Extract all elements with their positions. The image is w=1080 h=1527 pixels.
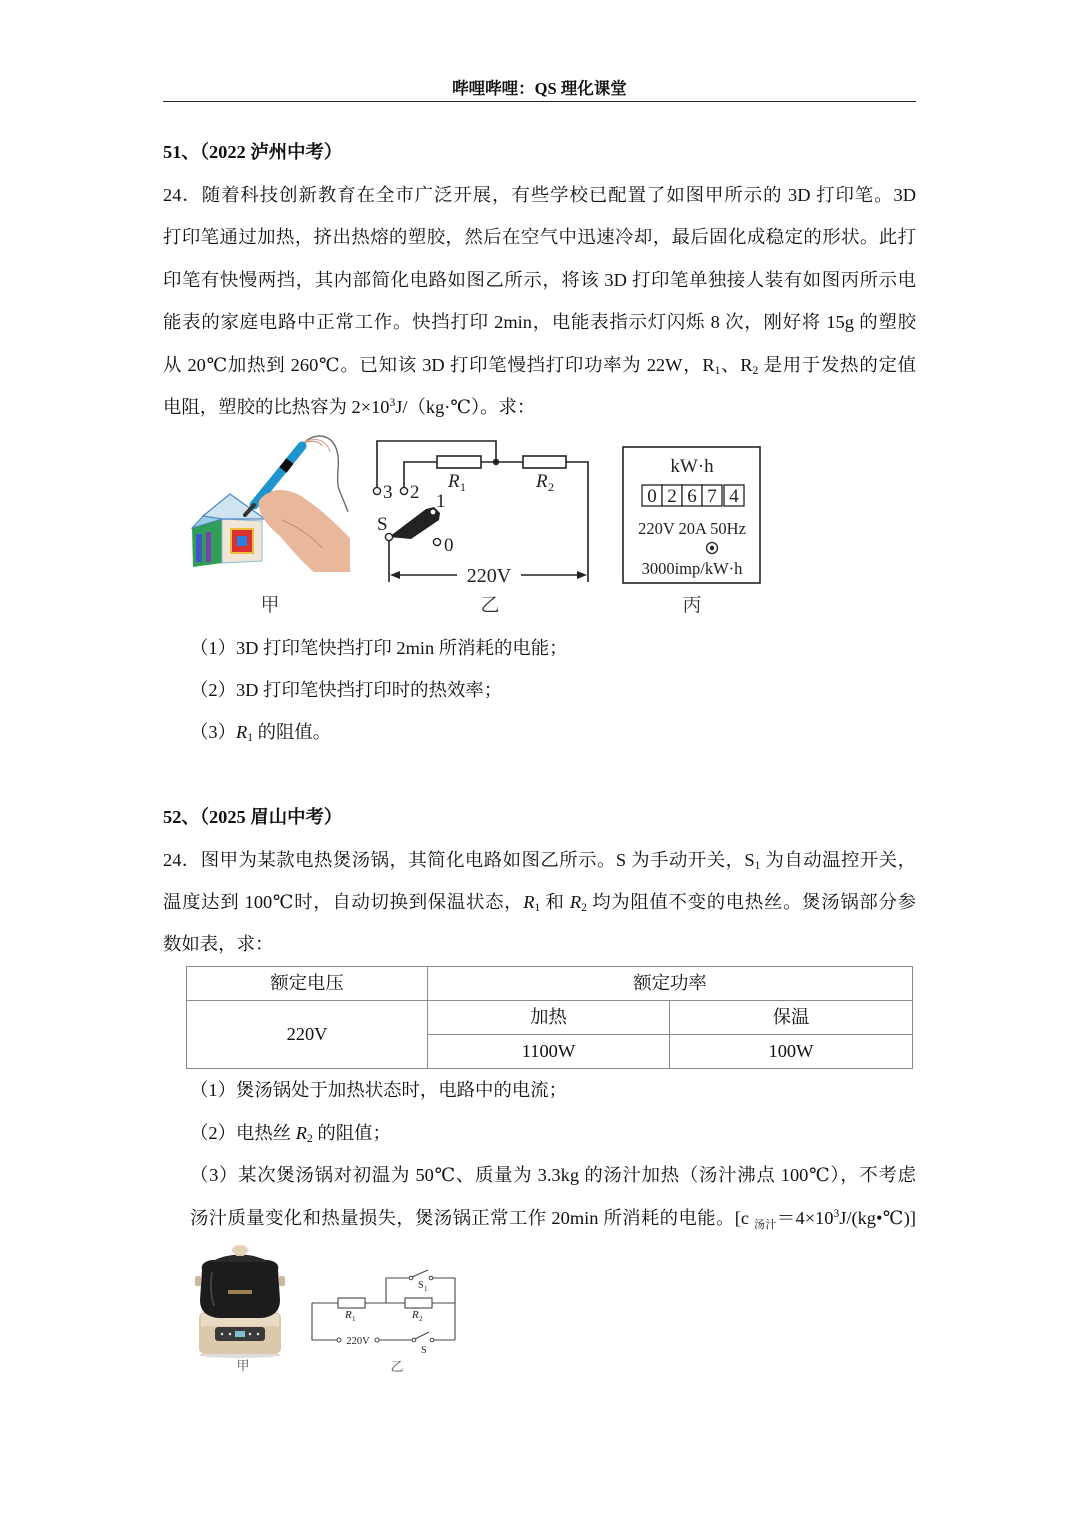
supply-terminal xyxy=(337,1338,341,1342)
q52-stem-line-1 xyxy=(163,839,916,881)
table-cell-heating-power: 1100W xyxy=(428,1035,670,1069)
q52-question-3-line-1: （3）某次煲汤锅对初温为 50℃、质量为 3.3kg 的汤汁加热（汤汁沸点 100℃），不考虑 xyxy=(190,1165,916,1185)
meter-unit: kW·h xyxy=(670,456,714,477)
r1-subscript: 1 xyxy=(460,480,466,494)
question-text: （2）电热丝 xyxy=(190,1123,296,1143)
q52-question-1: （1）煲汤锅处于加热状态时，电路中的电流； xyxy=(190,1080,568,1100)
figure-label-bing: 丙 xyxy=(682,595,702,616)
supply-terminal xyxy=(375,1338,379,1342)
q52-question-3-line-2 xyxy=(190,1197,916,1239)
s1-label: S xyxy=(418,1280,424,1291)
figure-label-yi: 乙 xyxy=(480,595,500,616)
r2-subscript: 2 xyxy=(548,480,554,494)
question-text: J/(kg•℃)] xyxy=(839,1208,916,1228)
q51-stem-line-5 xyxy=(163,344,916,386)
figure-label-jia: 甲 xyxy=(236,1358,250,1373)
energy-meter xyxy=(620,444,764,586)
subscript: 1 xyxy=(714,364,721,377)
meter-digit: 4 xyxy=(729,486,739,507)
symbol-r: R xyxy=(569,892,582,912)
page-header-title: 哔哩哔哩：QS 理化课堂 xyxy=(452,79,627,98)
switch-s xyxy=(412,1332,434,1342)
pot-logo xyxy=(228,1290,252,1294)
stem-text: 24．图甲为某款电热煲汤锅，其简化电路如图乙所示。S 为手动开关，S xyxy=(163,850,755,870)
r2-label: R xyxy=(536,471,548,492)
symbol-r: R xyxy=(295,1123,307,1143)
q51-question-3 xyxy=(190,711,916,753)
symbol-r: R xyxy=(235,722,248,742)
terminal-0-label: 0 xyxy=(444,535,454,556)
superscript: 3 xyxy=(389,397,396,409)
table-row xyxy=(187,1001,913,1035)
symbol-r: R xyxy=(523,892,535,912)
soup-pot-photo xyxy=(193,1240,287,1360)
r1-label: R xyxy=(448,471,460,492)
stem-text: 均为阻值不变的电热丝。煲汤锅部分参 xyxy=(586,892,916,912)
q51-stem-line-1: 24．随着科技创新教育在全市广泛开展，有些学校已配置了如图甲所示的 3D 打印笔。3D xyxy=(163,185,916,205)
terminal-2 xyxy=(400,487,407,494)
r1-label: R xyxy=(345,1309,352,1321)
table-header-warming: 保温 xyxy=(670,1001,913,1035)
q51-stem-line-2: 打印笔通过加热，挤出热熔的塑胶，然后在空气中迅速冷却，最后固化成稳定的形状。此打 xyxy=(163,227,916,248)
pot-handle-left xyxy=(195,1276,201,1286)
stem-text: 电阻，塑胶的比热容为 2×10 xyxy=(163,397,390,417)
q51-stem-line-4: 能表的家庭电路中正常工作。快挡打印 2min，电能表指示灯闪烁 8 次，刚好将 15g 的塑胶 xyxy=(163,312,916,333)
q51-stem-line-6 xyxy=(163,386,916,428)
question-text: （3） xyxy=(190,722,236,742)
junction-dot xyxy=(493,459,499,465)
resistor-r1 xyxy=(338,1298,365,1308)
meter-constant: 3000imp/kW·h xyxy=(641,559,743,578)
table-cell-voltage: 220V xyxy=(187,1001,428,1069)
meter-digit: 7 xyxy=(707,486,717,507)
s-label: S xyxy=(421,1345,427,1356)
stem-text: J/（kg·℃）。求： xyxy=(395,397,536,417)
s1-subscript: 1 xyxy=(424,1285,428,1293)
question-text: ＝4×10 xyxy=(776,1208,834,1228)
subscript: 1 xyxy=(247,732,253,744)
figure-label-yi: 乙 xyxy=(390,1359,404,1374)
subscript: 汤汁 xyxy=(753,1219,777,1231)
question-text: 的阻值。 xyxy=(252,722,332,742)
terminal-0 xyxy=(433,538,440,545)
pot-body xyxy=(200,1260,280,1318)
meter-digit: 0 xyxy=(647,486,657,507)
q52-stem-line-3: 数如表，求： xyxy=(163,934,274,954)
r2-label: R xyxy=(412,1309,419,1321)
stem-text: 是用于发热的定值 xyxy=(758,354,916,375)
lid-knob xyxy=(232,1245,248,1255)
question-text: 的阻值； xyxy=(312,1123,391,1143)
meter-digit: 2 xyxy=(667,486,677,507)
3d-pen-photo xyxy=(188,435,352,575)
q51-question-1: （1）3D 打印笔快挡打印 2min 所消耗的电能； xyxy=(190,638,568,658)
q52-question-2 xyxy=(190,1112,916,1154)
q52-stem-line-2 xyxy=(163,881,916,923)
subscript: 1 xyxy=(754,860,761,872)
subscript: 2 xyxy=(306,1133,313,1145)
circuit-diagram-soup-pot xyxy=(304,1266,464,1358)
terminal-1-label: 1 xyxy=(436,491,446,512)
arrowhead-left-icon xyxy=(390,571,400,579)
stem-text: 为自动温控开关， xyxy=(760,850,916,870)
subscript: 1 xyxy=(534,902,541,914)
question-text: 汤汁质量变化和热量损失，煲汤锅正常工作 20min 所消耗的电能。[c xyxy=(190,1208,754,1228)
resistor-r2 xyxy=(523,456,566,468)
pot-handle-right xyxy=(279,1276,285,1286)
circuit-diagram-3d-pen xyxy=(366,434,598,594)
r2-subscript: 2 xyxy=(419,1315,423,1323)
q51-question-2: （2）3D 打印笔快挡打印时的热效率； xyxy=(190,680,503,700)
voltage-label: 220V xyxy=(466,565,512,587)
q51-stem-line-3: 印笔有快慢两挡，其内部简化电路如图乙所示，将该 3D 打印笔单独接人装有如图丙所示电 xyxy=(163,269,916,290)
stem-text: 从 20℃加热到 260℃。已知该 3D 打印笔慢挡打印功率为 22W，R xyxy=(163,354,715,375)
switch-s-label: S xyxy=(377,514,388,535)
resistor-r1 xyxy=(437,456,481,468)
resistor-r2 xyxy=(405,1298,432,1308)
terminal-3 xyxy=(373,487,380,494)
header-rule xyxy=(163,101,916,102)
figure-label-jia: 甲 xyxy=(260,595,280,616)
table-cell-warming-power: 100W xyxy=(670,1035,913,1069)
arrowhead-right-icon xyxy=(577,571,587,579)
meter-rating: 220V 20A 50Hz xyxy=(638,519,746,538)
terminal-2-label: 2 xyxy=(410,482,420,503)
table-header-rated-voltage: 额定电压 xyxy=(187,967,428,1001)
subscript: 2 xyxy=(752,364,759,377)
table-header-heating: 加热 xyxy=(428,1001,670,1035)
q51-heading: 51、（2022 泸州中考） xyxy=(163,142,343,162)
r1-subscript: 1 xyxy=(352,1315,356,1323)
table-header-rated-power: 额定功率 xyxy=(428,967,913,1001)
parameter-table xyxy=(186,966,913,1069)
voltage-label: 220V xyxy=(346,1336,370,1347)
stem-text: 、R xyxy=(720,354,753,375)
meter-digit: 6 xyxy=(687,486,697,507)
superscript: 3 xyxy=(833,1208,840,1220)
stem-text: 和 xyxy=(540,892,570,912)
terminal-3-label: 3 xyxy=(383,482,393,503)
table-row xyxy=(187,967,913,1001)
circuit-wires xyxy=(312,1278,455,1340)
stem-text: 温度达到 100℃时，自动切换到保温状态， xyxy=(163,892,524,912)
q52-heading: 52、（2025 眉山中考） xyxy=(163,807,343,827)
subscript: 2 xyxy=(581,902,587,914)
switch-s1 xyxy=(409,1270,433,1280)
